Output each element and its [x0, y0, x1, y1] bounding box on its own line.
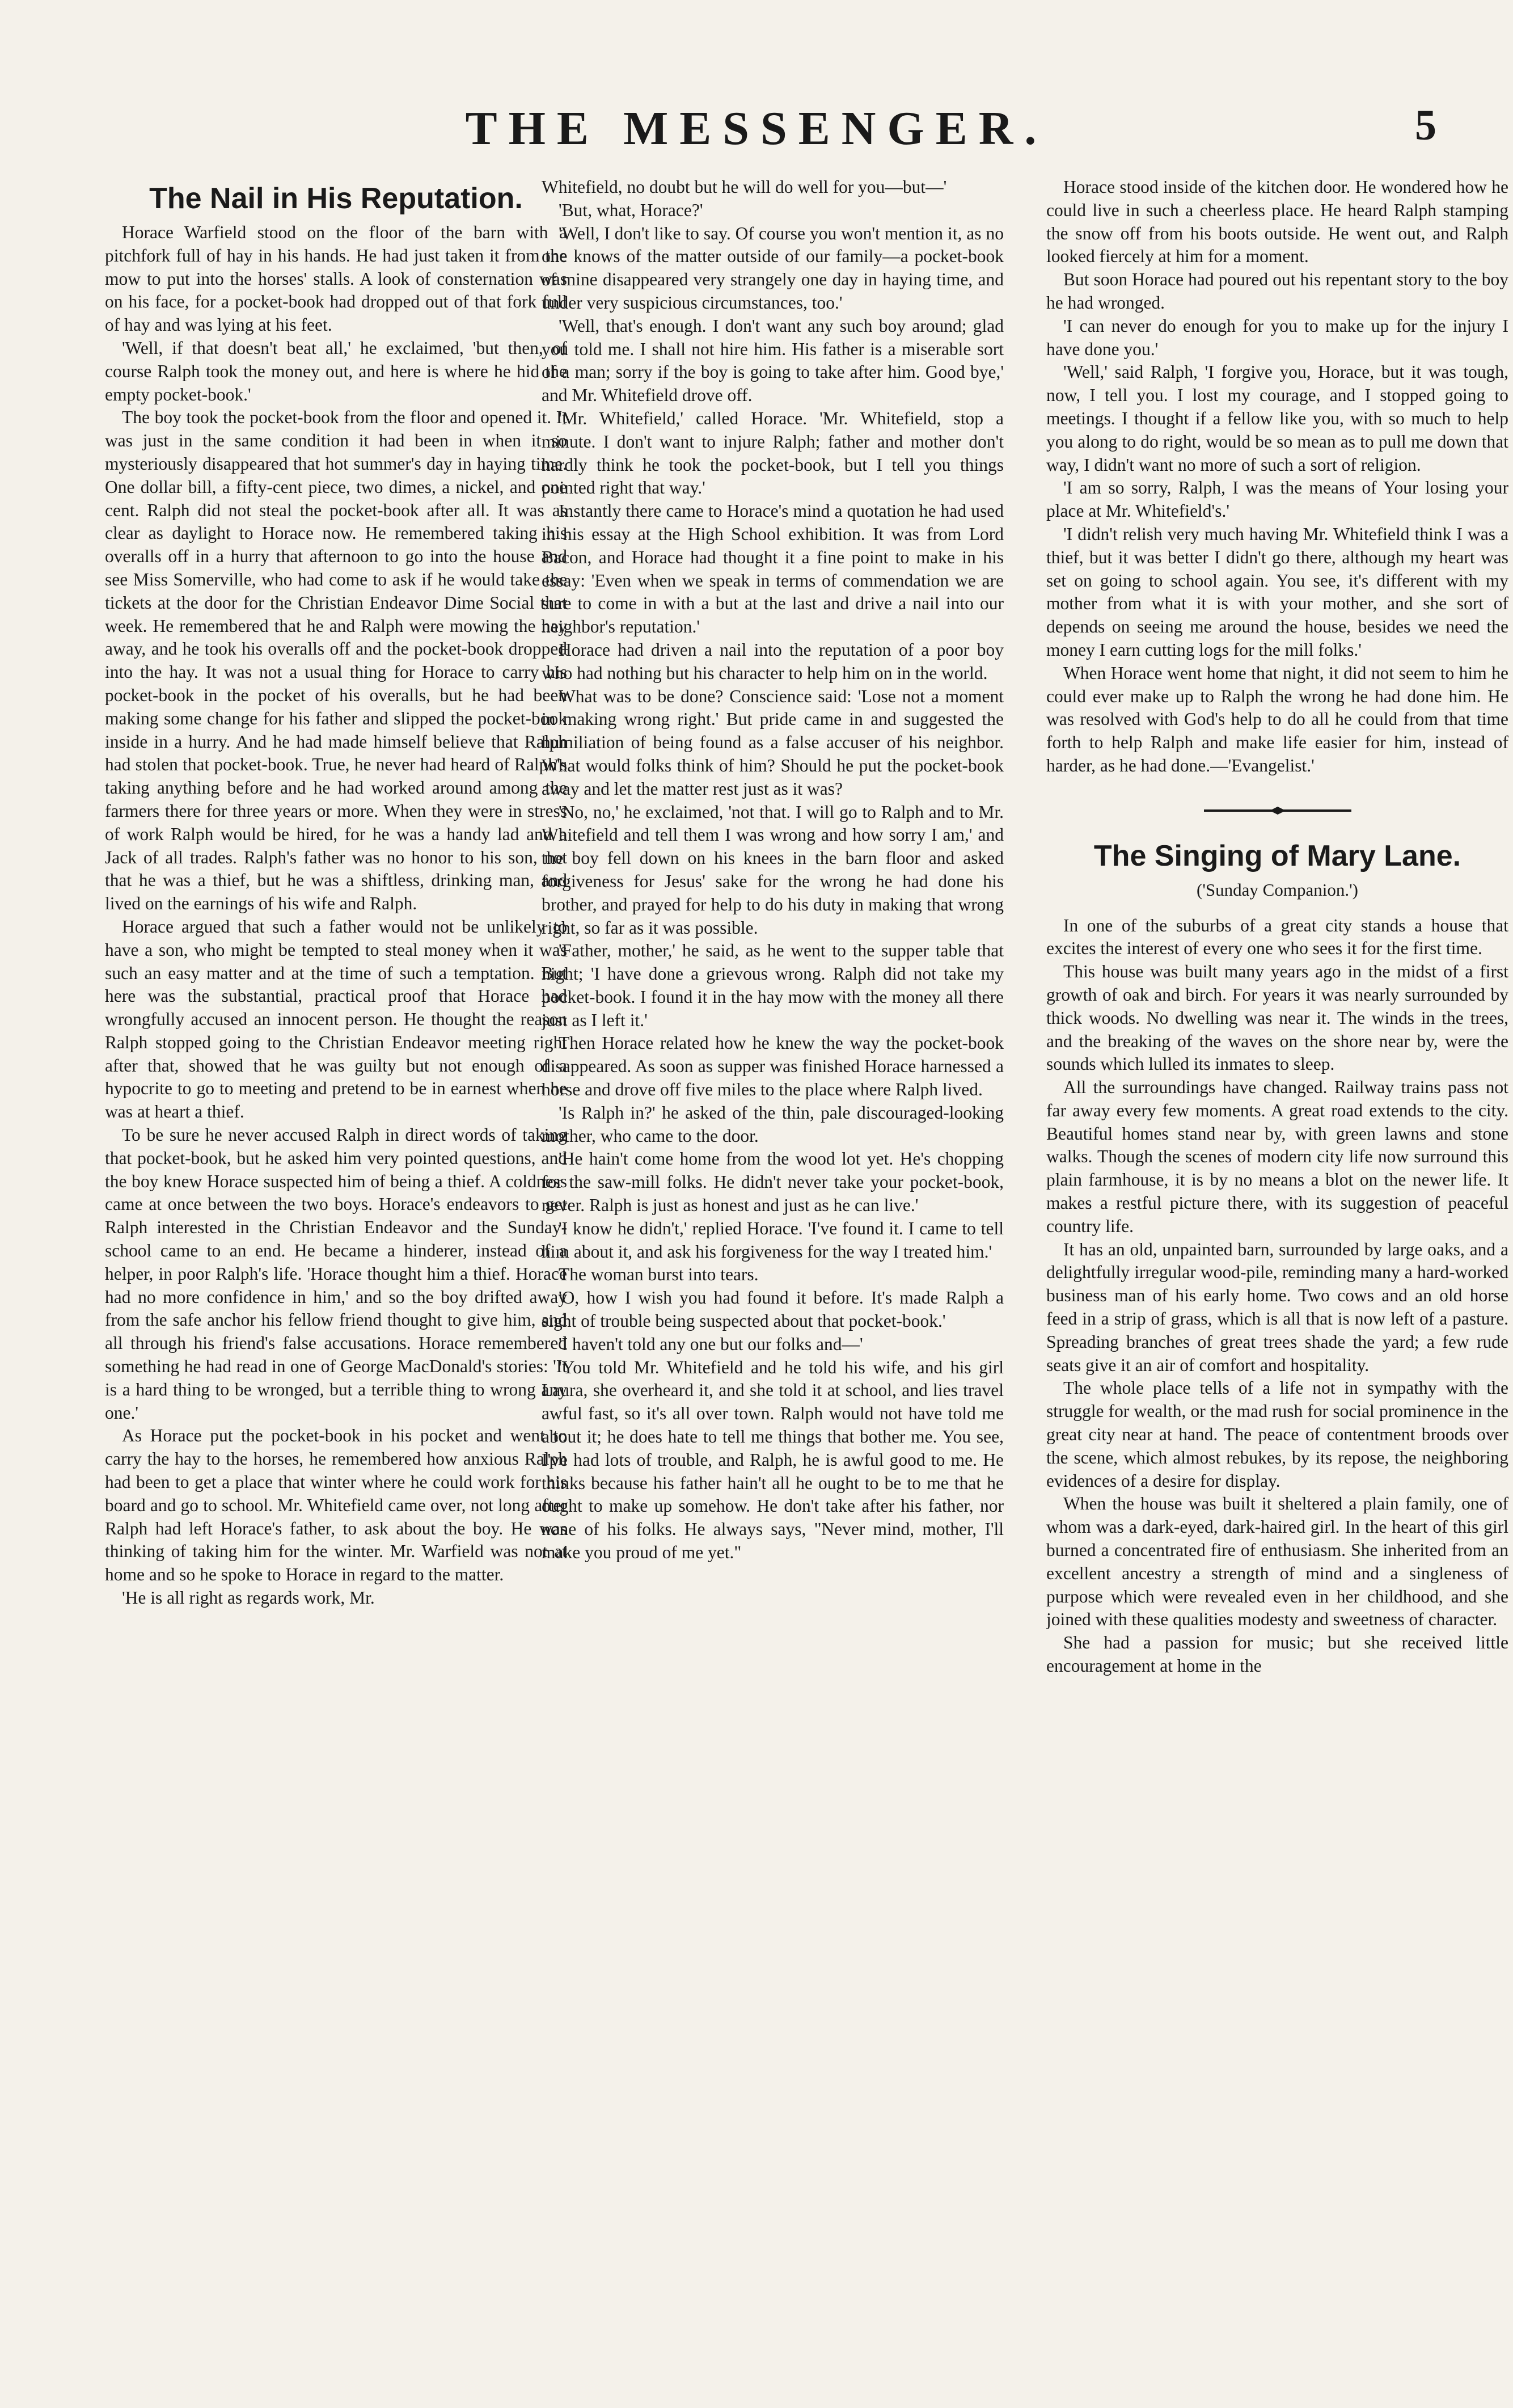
article-source: ('Sunday Companion.') — [1197, 879, 1358, 900]
masthead — [0, 91, 1513, 182]
paragraph: 'Well,' said Ralph, 'I forgive you, Horace, but it was tough, now, I tell you. I lost my courage, and I stopped going to meetings. I thought if a fellow like you, with so much to help you along to do right, would be so mean as to pull me down that way, I didn't want no more of such a sort of religion. — [1046, 362, 1508, 475]
paragraph: 'Is Ralph in?' he asked of the thin, pale discouraged-looking mother, who came to the door. — [542, 1102, 1004, 1146]
paragraph: As Horace put the pocket-book in his pocket and went to carry the hay to the horses, he remembered how anxious Ralph had been to get a place that winter where he could work for his board and go to school. Mr. Whitefield came over, not long after Ralph had left Horace's father, to ask about the boy. He was thinking of taking him for the winter. Mr. Warfield was not at home and so he spoke to Horace in regard to the matter. — [105, 1426, 567, 1585]
paragraph: To be sure he never accused Ralph in direct words of taking that pocket-book, but he asked him very pointed questions, and the boy knew Horace suspected him of being a thief. A coldness came at once between the two boys. Horace's endeavors to get Ralph interested in the Christian Endeavor and the Sunday-school came to an end. He became a hinderer, instead of a helper, in poor Ralph's life. 'Horace thought him a thief. Horace had no more confidence in him,' and so the boy drifted away from the safe anchor his fellow friend thought to give him, and all through his friend's false accusations. Horace remembered something he had read in one of George MacDonald's stories: 'It is a hard thing to be wronged, but a terrible thing to wrong any one.' — [105, 1125, 567, 1423]
column-1 — [105, 176, 567, 2371]
paragraph: What was to be done? Conscience said: 'Lose not a moment in making wrong right.' But pride came in and suggested the humiliation of being found as a false accuser of his neighbor. What would folks think of him? Should he put the pocket-book away and let the matter rest just as it was? — [542, 686, 1004, 799]
paragraph: When the house was built it sheltered a plain family, one of whom was a dark-eyed, dark-haired girl. In the heart of this girl burned a concentrated fire of enthusiasm. She inherited from an excellent ancestry a strength of mind and a singleness of purpose which were revealed even in her childhood, and she joined with these qualities modesty and sweetness of character. — [1046, 1494, 1508, 1630]
column-3 — [1046, 176, 1508, 2371]
paragraph: 'But, what, Horace?' — [559, 200, 703, 220]
paragraph: 'O, how I wish you had found it before. It's made Ralph a sight of trouble being suspected about that pocket-book.' — [542, 1288, 1004, 1331]
paragraph: The boy took the pocket-book from the floor and opened it. It was just in the same condition it had been in when it so mysteriously disappeared that hot summer's day in haying time. One dollar bill, a fifty-cent piece, two dimes, a nickel, and one cent. Ralph did not steal the pocket-book after all. It was as clear as daylight to Horace now. He remembered taking his overalls off in a hurry that afternoon to go into the house and see Miss Somerville, who had come to ask if he would take the tickets at the door for the Christian Endeavor Dime Social that week. He remembered that he and Ralph were mowing the hay away, and he took his overalls off and the pocket-book dropped into the hay. It was not a usual thing for Horace to carry his pocket-book in the pocket of his overalls, but he had been making some change for his father and slipped the pocket-book inside in a hurry. And he had made himself believe that Ralph had stolen that pocket-book. True, he never had heard of Ralph's taking anything before and he had worked around among the farmers there for three years or more. When they were in stress of work Ralph would be hired, for he was a handy lad and a Jack of all trades. Ralph's father was no honor to his son, not that he was a thief, but he was a shiftless, drinking man, and lived on the earnings of his wife and Ralph. — [105, 407, 567, 914]
paragraph: It has an old, unpainted barn, surrounded by large oaks, and a delightfully irregular wood-pile, reminding many a hard-worked business man of his early home. Two cows and an old horse feed in a strip of grass, which is all that is now left of a pasture. Spreading branches of great trees shade the yard; a few rude seats give it an air of comfort and hospitality. — [1046, 1239, 1508, 1375]
masthead-title: THE MESSENGER. — [465, 102, 1048, 155]
paragraph: 'Well, I don't like to say. Of course you won't mention it, as no one knows of the matter outside of our family—a pocket-book of mine disappeared very strangely one day in haying time, and under very suspicious circumstances, too.' — [542, 223, 1004, 313]
paragraph: Whitefield, no doubt but he will do well for you—but—' — [542, 177, 947, 197]
paragraph: In one of the suburbs of a great city stands a house that excites the interest of every one who sees it for the first time. — [1046, 915, 1508, 959]
article-title-nail: The Nail in His Reputation. — [149, 182, 523, 215]
column-2 — [542, 176, 1004, 2371]
paragraph: Horace had driven a nail into the reputation of a poor boy who had nothing but his character to help him on in the world. — [542, 639, 1004, 683]
paragraph: 'Father, mother,' he said, as he went to the supper table that night; 'I have done a grievous wrong. Ralph did not take my pocket-book. I found it in the hay mow with the money all there just as I left it.' — [542, 941, 1004, 1030]
paragraph: But soon Horace had poured out his repentant story to the boy he had wronged. — [1046, 269, 1508, 313]
paragraph: 'He is all right as regards work, Mr. — [122, 1588, 375, 1608]
paragraph: When Horace went home that night, it did not seem to him he could ever make up to Ralph the wrong he had done him. He was resolved with God's help to do all he could from that time forth to help Ralph and make life easier for him, instead of harder, as he had done.—'Evangelist.' — [1046, 663, 1508, 775]
paragraph: 'I know he didn't,' replied Horace. 'I've found it. I came to tell him about it, and ask his forgiveness for the way I treated him.' — [542, 1218, 1004, 1262]
paragraph: 'I am so sorry, Ralph, I was the means of Your losing your place at Mr. Whitefield's.' — [1046, 478, 1508, 521]
page-number: 5 — [1415, 102, 1436, 149]
section-divider — [1046, 806, 1508, 815]
paragraph: Horace stood inside of the kitchen door. He wondered how he could live in such a cheerless place. He heard Ralph stamping the snow off from his boots outside. He went out, and Ralph looked fiercely at him for a moment. — [1046, 177, 1508, 267]
paragraph: This house was built many years ago in the midst of a first growth of oak and birch. For years it was nearly surrounded by thick woods. No dwelling was near it. The winds in the trees, and the breaking of the waves on the shore near by, were the sounds which lulled its inmates to sleep. — [1046, 961, 1508, 1074]
paragraph: 'I can never do enough for you to make up for the injury I have done you.' — [1046, 315, 1508, 359]
paragraph: 'You told Mr. Whitefield and he told his wife, and his girl Laura, she overheard it, and she told it at school, and lies travel awful fast, so it's all over town. Ralph would not have told me about it; he does hate to tell me things that bother me. You see, I've had lots of trouble, and Ralph, he is awful good to me. He thinks because his father hain't all he ought to be to me that he ought to make up somehow. He don't take after his father, nor none of his folks. He always says, "Never mind, mother, I'll make you proud of me yet." — [542, 1357, 1004, 1563]
ornament-divider-icon — [1204, 806, 1351, 815]
paragraph: Instantly there came to Horace's mind a quotation he had used in his essay at the High School exhibition. It was from Lord Bacon, and Horace had thought it a fine point to make in his essay: 'Even when we speak in terms of commendation we are sure to come in with a but at the last and drive a nail into our neighbor's reputation.' — [542, 501, 1004, 637]
paragraph: The whole place tells of a life not in sympathy with the struggle for wealth, or the mad rush for social prominence in the great city near at hand. The peace of contentment broods over the scene, which almost rebukes, by its repose, the neighboring evidences of a desire for display. — [1046, 1378, 1508, 1491]
paragraph: 'Mr. Whitefield,' called Horace. 'Mr. Whitefield, stop a minute. I don't want to injure Ralph; father and mother don't hardly think he took the pocket-book, but I tell you things pointed right that way.' — [542, 408, 1004, 498]
paragraph: Horace argued that such a father would not be unlikely to have a son, who might be tempted to steal money when it was such an easy matter and at the time of such a temptation. But here was the substantial, practical proof that Horace had wrongfully accused an innocent person. He thought the reason Ralph stopped going to the Christian Endeavor meeting right after that, showed that he was guilty but not enough of a hypocrite to go to meeting and pretend to be in earnest when he was at heart a thief. — [105, 916, 567, 1122]
paragraph: 'I didn't relish very much having Mr. Whitefield think I was a thief, but it was better I didn't go there, although my heart was set on going to school again. You see, it's different with my mother from what it is with your mother, and she sort of depends on seeing me around the house, besides we need the money I earn cutting logs for the mill folks.' — [1046, 524, 1508, 660]
paragraph: The woman burst into tears. — [559, 1264, 759, 1285]
paragraph: 'No, no,' he exclaimed, 'not that. I will go to Ralph and to Mr. Whitefield and tell them I was wrong and how sorry I am,' and the boy fell down on his knees in the barn floor and asked forgiveness for Jesus' sake for the wrong he had done his brother, and prayed for help to do his duty in making that wrong right, so far as it was possible. — [542, 802, 1004, 938]
paragraph: 'Well, if that doesn't beat all,' he exclaimed, 'but then, of course Ralph took the money out, and here is where he hid the empty pocket-book.' — [105, 338, 567, 404]
paragraph: All the surroundings have changed. Railway trains pass not far away every few moments. A great road extends to the city. Beautiful homes stand near by, with green lawns and stone walks. Though the scenes of modern city life now surround this plain farmhouse, it is by no means a blot on the newer life. It makes a restful picture there, with its suggestion of peaceful country life. — [1046, 1077, 1508, 1236]
paragraph: 'He hain't come home from the wood lot yet. He's chopping for the saw-mill folks. He didn't never take your pocket-book, never. Ralph is just as honest and just as he can live.' — [542, 1149, 1004, 1216]
paragraph: Then Horace related how he knew the way the pocket-book disappeared. As soon as supper was finished Horace harnessed a horse and drove off five miles to the place where Ralph lived. — [542, 1033, 1004, 1100]
article-title-mary-lane: The Singing of Mary Lane. — [1093, 839, 1461, 872]
paragraph: 'I haven't told any one but our folks and—' — [559, 1334, 863, 1354]
paragraph: Horace Warfield stood on the floor of the barn with a pitchfork full of hay in his hands. He had just taken it from the mow to put into the horses' stalls. A look of consternation was on his face, for a pocket-book had dropped out of that fork full of hay and was lying at his feet. — [105, 222, 567, 335]
paragraph: 'Well, that's enough. I don't want any such boy around; glad you told me. I shall not hire him. His father is a miserable sort of a man; sorry if the boy is going to take after him. Good bye,' and Mr. Whitefield drove off. — [542, 315, 1004, 406]
paragraph: She had a passion for music; but she received little encouragement at home in the — [1046, 1633, 1508, 1676]
